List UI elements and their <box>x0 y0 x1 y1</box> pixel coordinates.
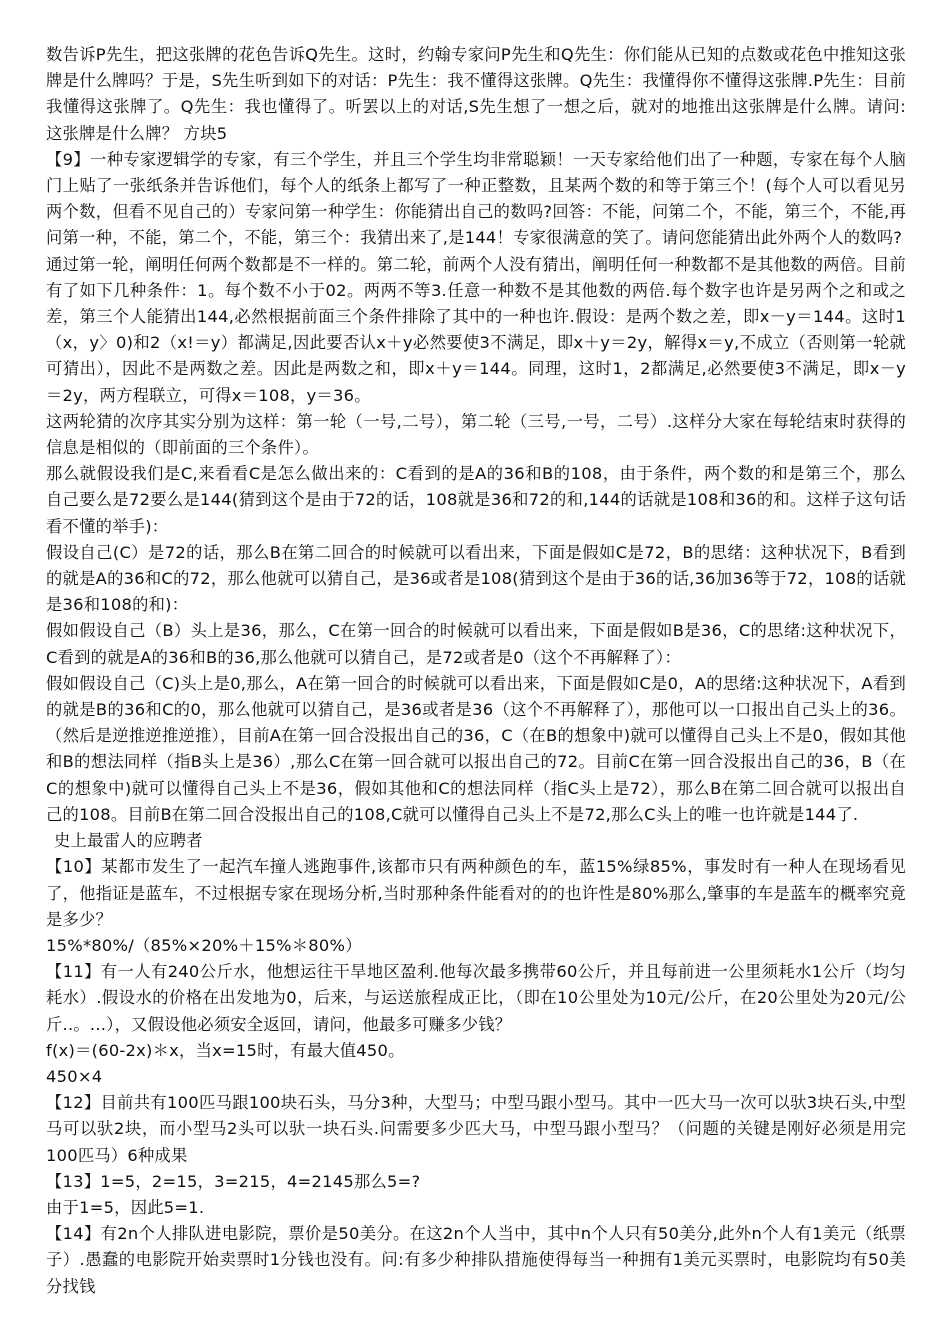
paragraph-q9-analysis: 通过第一轮，阐明任何两个数都是不一样的。第二轮，前两个人没有猜出，阐明任何一种数都不是其他数的两倍。目前有了如下几种条件：1。每个数不小于02。两两不等3.任意一种数不是其他数的两倍.每个数字也许是另两个之和或之差，第三个人能猜出144,必然根据前面三个条件排除了其中的一种也许.假设：是两个数之差，即x－y＝144。这时1（x，y〉0)和2（x!＝y）都满足,因此要否认x＋y必然要使3不满足，即x＋y＝2y，解得x＝y,不成立（否则第一轮就可猜出），因此不是两数之差。因此是两数之和，即x＋y＝144。同理，这时1，2都满足,必然要使3不满足，即x－y＝2y，两方程联立，可得x＝108，y＝36。 <box>46 254 906 405</box>
paragraph-q13-problem: 【13】1=5，2=15，3=215，4=2145那么5=? <box>46 1171 421 1191</box>
paragraph-q11-problem: 【11】有一人有240公斤水，他想运往干旱地区盈利.他每次最多携带60公斤，并且每前进一公里须耗水1公斤（均匀耗水）.假设水的价格在出发地为0，后来，与运送旅程成正比，（即在10公里处为10元/公斤，在20公里处为20元/公斤..。...），又假设他必须安全返回，请问，他最多可赚多少钱？ <box>46 962 906 1034</box>
paragraph-q9-problem: 【9】一种专家逻辑学的专家，有三个学生，并且三个学生均非常聪颖！一天专家给他们出了一种题，专家在每个人脑门上贴了一张纸条并告诉他们，每个人的纸条上都写了一种正整数，且某两个数的和等于第三个！(每个人可以看见另两个数，但看不见自己的）专家问第一种学生：你能猜出自己的数吗?回答：不能，问第二个，不能，第三个，不能,再问第一种，不能，第二个，不能，第三个：我猜出来了,是144！专家很满意的笑了。请问您能猜出此外两个人的数吗? <box>46 149 906 248</box>
section-heading: 史上最雷人的应聘者 <box>54 831 203 851</box>
paragraph-q10-answer: 15%*80%/（85%×20%＋15%＊80%） <box>46 935 362 955</box>
paragraph-q9-c-is-0: 假如假设自己（C)头上是0,那么，A在第一回合的时候就可以看出来，下面是假如C是0，A的思绪:这种状况下，A看到的就是B的36和C的0，那么他就可以猜自己，是36或者是36（这个不再解释了），那他可以一口报出自己头上的36。（然后是逆推逆推逆推），目前A在第一回合没报出自己的36，C（在B的想象中)就可以懂得自己头上不是0，假如其他和B的想法同样（指B头上是36）,那么C在第一回合就可以报出自己的72。目前C在第一回合没报出自己的36，B（在C的想象中)就可以懂得自己头上不是36，假如其他和C的想法同样（指C头上是72），那么B在第二回合就可以报出自己的108。目前B在第二回合没报出自己的108,C就可以懂得自己头上不是72,那么C头上的唯一也许就是144了. <box>46 673 906 824</box>
paragraph-q9-b-is-36: 假如假设自己（B）头上是36，那么，C在第一回合的时候就可以看出来，下面是假如B是36，C的思绪:这种状况下，C看到的就是A的36和B的36,那么他就可以猜自己，是72或者是0（这个不再解释了）： <box>46 621 906 667</box>
paragraph-q9-c-is-72: 假设自己(C）是72的话，那么B在第二回合的时候就可以看出来，下面是假如C是72，B的思绪：这种状况下，B看到的就是A的36和C的72，那么他就可以猜自己，是36或者是108(猜到这个是由于36的话,36加36等于72，108的话就是36和108的和)： <box>46 542 906 615</box>
paragraph-q11-formula: f(x)＝(60-2x)＊x，当x=15时，有最大值450。 <box>46 1040 405 1060</box>
paragraph-card-puzzle-end: 数告诉P先生，把这张牌的花色告诉Q先生。这时，约翰专家问P先生和Q先生：你们能从已知的点数或花色中推知这张牌是什么牌吗？于是，S先生听到如下的对话：P先生：我不懂得这张牌。Q先生：我懂得你不懂得这张牌.P先生：目前我懂得这张牌了。Q先生：我也懂得了。听罢以上的对话,S先生想了一想之后，就对的地推出这张牌是什么牌。请问:这张牌是什么牌？ 方块5 <box>46 45 906 143</box>
paragraph-q12-problem: 【12】目前共有100匹马跟100块石头，马分3种，大型马；中型马跟小型马。其中一匹大马一次可以驮3块石头,中型马可以驮2块，而小型马2头可以驮一块石头.问需要多少匹大马，中型马跟小型马？（问题的关键是刚好必须是用完100匹马）6种成果 <box>46 1093 906 1165</box>
paragraph-q9-rounds: 这两轮猜的次序其实分别为这样：第一轮（一号,二号），第二轮（三号,一号，二号）.这样分大家在每轮结束时获得的信息是相似的（即前面的三个条件）。 <box>46 411 906 458</box>
paragraph-q10-problem: 【10】某都市发生了一起汽车撞人逃跑事件,该都市只有两种颜色的车，蓝15%绿85%，事发时有一种人在现场看见了，他指证是蓝车，不过根据专家在现场分析,当时那种条件能看对的的也许性是80%那么,肇事的车是蓝车的概率究竟是多少？ <box>46 857 906 929</box>
paragraph-q14-problem: 【14】有2n个人排队进电影院，票价是50美分。在这2n个人当中，其中n个人只有50美分,此外n个人有1美元（纸票子）.愚蠢的电影院开始卖票时1分钱也没有。问:有多少种排队措施使得每当一种拥有1美元买票时，电影院均有50美分找钱 <box>46 1224 906 1296</box>
paragraph-q13-answer: 由于1=5，因此5=1. <box>46 1197 205 1217</box>
paragraph-q9-assume-c: 那么就假设我们是C,来看看C是怎么做出来的：C看到的是A的36和B的108，由于条件，两个数的和是第三个，那么自己要么是72要么是144(猜到这个是由于72的话，108就是36和72的和,144的话就是108和36的和。这样子这句话看不懂的举手)： <box>46 464 906 536</box>
paragraph-q11-answer: 450×4 <box>46 1066 103 1086</box>
